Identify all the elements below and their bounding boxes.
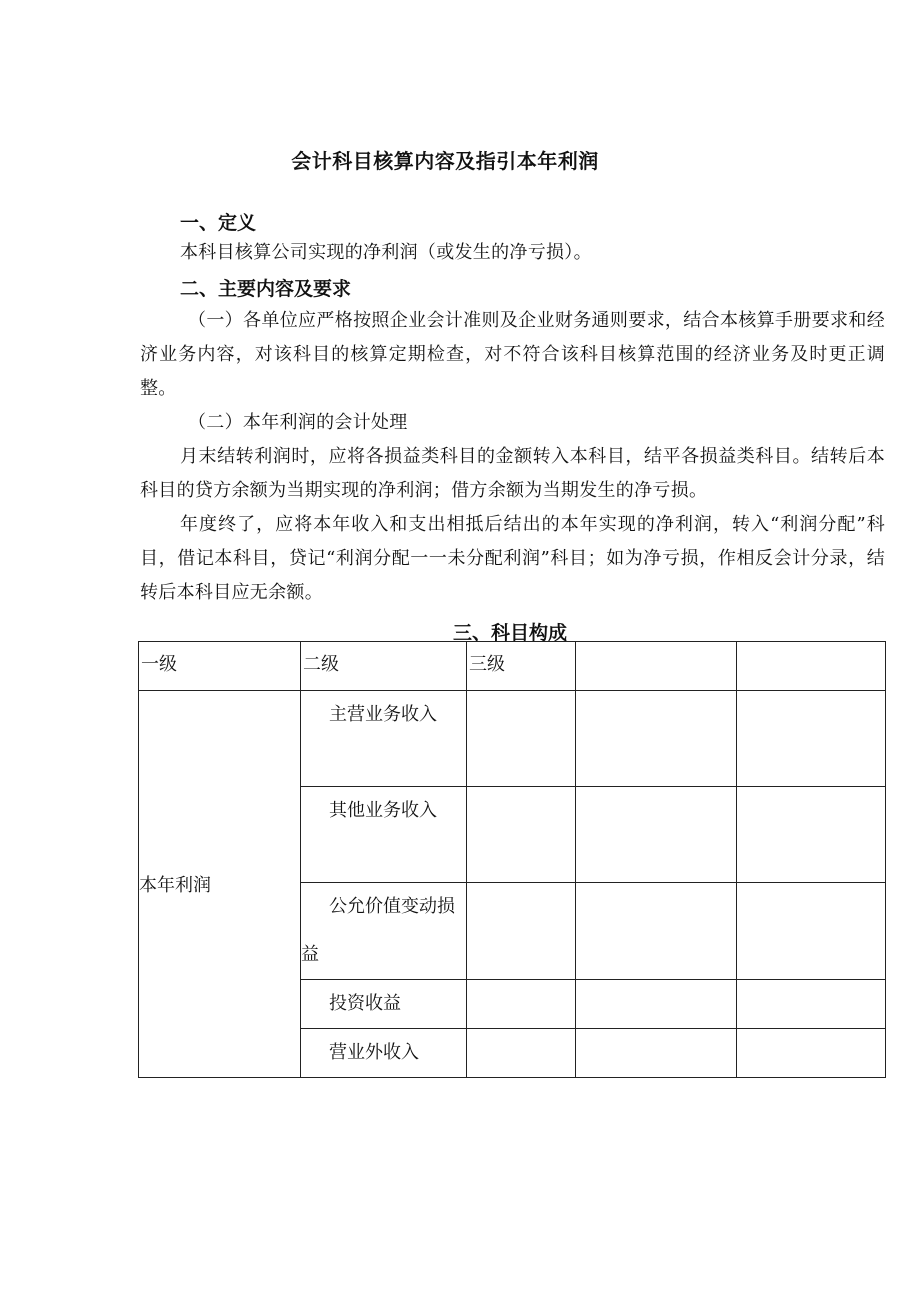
level2-account-cell: 公允价值变动损益 — [301, 883, 467, 980]
account-structure-table — [138, 641, 886, 1078]
level3-account-cell — [467, 691, 576, 787]
empty-cell — [576, 883, 737, 980]
level1-account-label: 本年利润 — [139, 875, 211, 896]
level2-account-cell: 主营业务收入 — [301, 691, 467, 787]
empty-cell — [576, 980, 737, 1029]
section-heading-structure: 三、科目构成 — [452, 622, 567, 644]
header-level-1: 一级 — [139, 642, 301, 691]
level1-account-cell — [139, 691, 301, 1078]
level2-account-cell: 其他业务收入 — [301, 787, 467, 883]
level2-account-cell: 投资收益 — [301, 980, 467, 1029]
level3-account-cell — [467, 1029, 576, 1078]
empty-cell — [737, 691, 886, 787]
level2-account-cell: 营业外收入 — [301, 1029, 467, 1078]
level3-account-cell — [467, 787, 576, 883]
requirement-item-2-paragraph-1: 月末结转利润时，应将各损益类科目的金额转入本科目，结平各损益类科目。结转后本科目的贷方余额为当期实现的净利润；借方余额为当期发生的净亏损。 — [140, 446, 885, 501]
empty-cell — [737, 787, 886, 883]
table-row — [139, 691, 886, 787]
requirement-item-2-paragraph-2: 年度终了，应将本年收入和支出相抵后结出的本年实现的净利润，转入“利润分配”科目，借记本科目，贷记“利润分配一一未分配利润”科目；如为净亏损，作相反会计分录，结转后本科目应无余额。 — [140, 514, 885, 603]
empty-cell — [576, 1029, 737, 1078]
empty-cell — [737, 883, 886, 980]
table-header-row — [139, 642, 886, 691]
empty-cell — [576, 691, 737, 787]
requirement-item-2-heading: （二）本年利润的会计处理 — [188, 412, 408, 433]
document-title: 会计科目核算内容及指引本年利润 — [291, 149, 599, 173]
empty-cell — [737, 1029, 886, 1078]
header-empty-4 — [576, 642, 737, 691]
section-heading-requirements: 二、主要内容及要求 — [180, 278, 352, 300]
empty-cell — [576, 787, 737, 883]
header-empty-5 — [737, 642, 886, 691]
level3-account-cell — [467, 883, 576, 980]
level3-account-cell — [467, 980, 576, 1029]
header-level-2: 二级 — [301, 642, 467, 691]
header-level-3: 三级 — [467, 642, 576, 691]
empty-cell — [737, 980, 886, 1029]
requirement-item-1: （一）各单位应严格按照企业会计准则及企业财务通则要求，结合本核算手册要求和经济业务内容，对该科目的核算定期检查，对不符合该科目核算范围的经济业务及时更正调整。 — [140, 310, 885, 399]
section-heading-definition: 一、定义 — [180, 212, 257, 234]
definition-paragraph: 本科目核算公司实现的净利润（或发生的净亏损）。 — [180, 242, 592, 263]
